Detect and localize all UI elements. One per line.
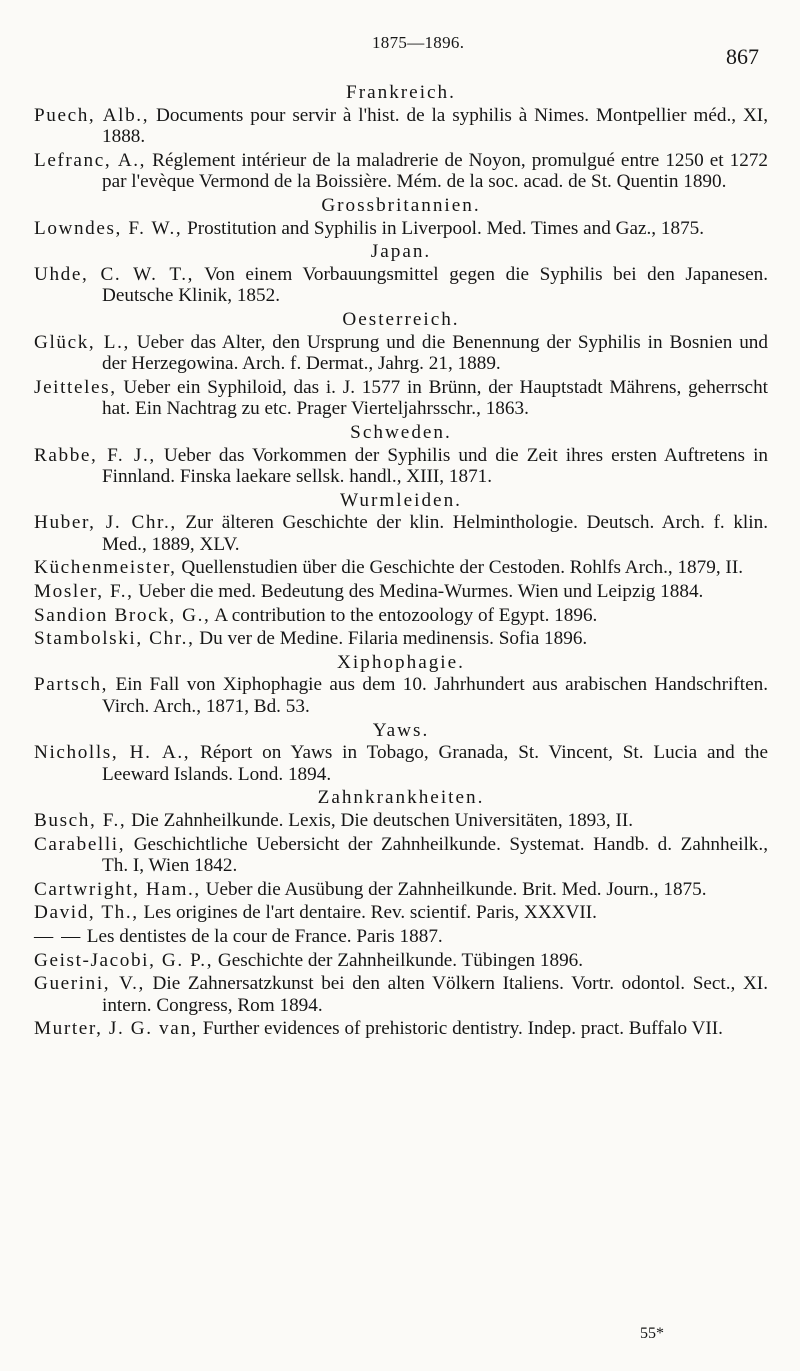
bibliography-entry	[34, 605, 768, 627]
bibliography-entry	[34, 105, 768, 148]
section-heading: Frankreich.	[346, 82, 456, 103]
entry-author: Geist-Jacobi, G. P.,	[34, 949, 214, 971]
bibliography-entry	[34, 674, 768, 717]
entry-author: Mosler, F.,	[34, 581, 134, 603]
entry-author: Partsch,	[34, 674, 109, 696]
bibliography-entry	[34, 742, 768, 785]
bibliography-entry	[34, 926, 768, 948]
entry-text: Geschichte der Zahnheilkunde. Tübingen 1896.	[217, 949, 584, 971]
entry-text: Les origines de l'art dentaire. Rev. scientif. Paris, XXXVII.	[143, 902, 597, 924]
section-heading: Oesterreich.	[342, 308, 460, 330]
section-heading: Japan.	[370, 241, 432, 263]
entry-author: Uhde, C. W. T.,	[34, 263, 195, 285]
bibliography-entry	[34, 512, 768, 555]
bibliography-entry	[34, 377, 768, 420]
entry-text: Further evidences of prehistoric dentistry. Indep. pract. Buffalo VII.	[202, 1018, 723, 1040]
section-heading: Wurmleiden.	[340, 489, 462, 511]
entry-text: Ueber das Alter, den Ursprung und die Benennung der Syphilis in Bosnien und der Herzegowina. Arch. f. Dermat., Jahrg. 21, 1889.	[102, 331, 768, 375]
section-heading: Grossbritannien.	[321, 194, 481, 216]
entry-author: Cartwright, Ham.,	[34, 878, 201, 900]
entry-text: Ueber die med. Bedeutung des Medina-Wurmes. Wien und Leipzig 1884.	[138, 581, 704, 603]
entry-text: Von einem Vorbauungsmittel gegen die Syphilis bei den Japanesen. Deutsche Klinik, 1852.	[102, 263, 769, 307]
entry-author: Puech, Alb.,	[34, 104, 150, 126]
entry-author: Busch, F.,	[34, 810, 127, 831]
entry-text: Prostitution and Syphilis in Liverpool. Med. Times and Gaz., 1875.	[187, 217, 705, 239]
entry-text: Ueber das Vorkommen der Syphilis und die Zeit ihres ersten Auftretens in Finnland. Finska laekare sellsk. handl., XIII, 1871.	[102, 444, 769, 488]
running-head: 1875—1896.	[372, 33, 465, 52]
entry-text: Die Zahnersatzkunst bei den alten Völkern Italiens. Vortr. odontol. Sect., XI. intern. Congress, Rom 1894.	[102, 973, 768, 1016]
bibliography-entry	[34, 973, 768, 1016]
bibliography-entry	[34, 902, 768, 924]
entry-author: Huber, J. Chr.,	[34, 512, 177, 534]
entry-text: Ueber ein Syphiloid, das i. J. 1577 in Brünn, der Hauptstadt Mährens, geherrscht hat. Ein Nachtrag zu etc. Prager Vierteljahrsschr., 1863.	[102, 376, 768, 420]
entry-author: Jeitteles,	[34, 376, 117, 398]
entry-text: Documents pour servir à l'hist. de la syphilis à Nimes. Montpellier méd., XI, 1888.	[102, 104, 768, 148]
section-heading: Zahnkrankheiten.	[317, 787, 485, 809]
entry-text: Zur älteren Geschichte der klin. Helminthologie. Deutsch. Arch. f. klin. Med., 1889, XLV.	[102, 512, 768, 555]
bibliography-entry	[34, 581, 768, 603]
entry-text: Die Zahnheilkunde. Lexis, Die deutschen Universitäten, 1893, II.	[131, 810, 634, 831]
section-heading: Xiphophagie.	[337, 651, 465, 673]
bibliography-entry	[34, 1018, 768, 1040]
entry-text: Ueber die Ausübung der Zahnheilkunde. Brit. Med. Journ., 1875.	[205, 878, 707, 900]
entry-author: Küchenmeister,	[34, 557, 177, 579]
entry-author: Guerini, V.,	[34, 973, 145, 995]
entry-text: Réport on Yaws in Tobago, Granada, St. Vincent, St. Lucia and the Leeward Islands. Lond. 1894.	[102, 742, 768, 785]
entry-text: Du ver de Medine. Filaria medinensis. Sofia 1896.	[199, 628, 588, 650]
bibliography-entry	[34, 150, 768, 193]
bibliography-entry	[34, 628, 768, 650]
bibliography-entry	[34, 264, 768, 307]
entry-text: A contribution to the entozoology of Egypt. 1896.	[214, 604, 598, 626]
printer-signature: 55*	[640, 1325, 664, 1342]
entry-text: Quellenstudien über die Geschichte der Cestoden. Rohlfs Arch., 1879, II.	[181, 557, 744, 579]
bibliography-body	[34, 80, 768, 1042]
entry-text: Réglement intérieur de la maladrerie de Noyon, promulgué entre 1250 et 1272 par l'evèque Vermond de la Boissière. Mém. de la soc. acad. de St. Quentin 1890.	[102, 149, 769, 193]
entry-author: Nicholls, H. A.,	[34, 742, 191, 764]
entry-author: Rabbe, F. J.,	[34, 444, 156, 466]
bibliography-entry	[34, 445, 768, 488]
page-number: 867	[726, 44, 759, 69]
entry-text: Geschichtliche Uebersicht der Zahnheilkunde. Systemat. Handb. d. Zahnheilk., Th. I, Wien 1842.	[102, 833, 768, 877]
entry-author: Lefranc, A.,	[34, 149, 147, 171]
entry-author: Glück, L.,	[34, 331, 130, 353]
entry-author: Carabelli,	[34, 833, 126, 855]
entry-author: Sandion Brock, G.,	[34, 604, 211, 626]
entry-author: — —	[34, 925, 82, 947]
entry-text: Ein Fall von Xiphophagie aus dem 10. Jahrhundert aus arabischen Handschriften. Virch. Arch., 1871, Bd. 53.	[102, 674, 768, 718]
bibliography-entry	[34, 332, 768, 375]
bibliography-entry	[34, 557, 768, 579]
section-heading: Yaws.	[372, 719, 430, 741]
entry-text: Les dentistes de la cour de France. Paris 1887.	[86, 925, 443, 947]
bibliography-entry	[34, 879, 768, 901]
entry-author: Lowndes, F. W.,	[34, 217, 183, 239]
entry-author: David, Th.,	[34, 902, 139, 924]
entry-author: Stambolski, Chr.,	[34, 628, 195, 650]
bibliography-entry	[34, 218, 768, 240]
entry-author: Murter, J. G. van,	[34, 1018, 198, 1040]
bibliography-entry	[34, 950, 768, 972]
bibliography-entry	[34, 810, 768, 832]
bibliography-entry	[34, 834, 768, 877]
section-heading: Schweden.	[350, 421, 452, 443]
